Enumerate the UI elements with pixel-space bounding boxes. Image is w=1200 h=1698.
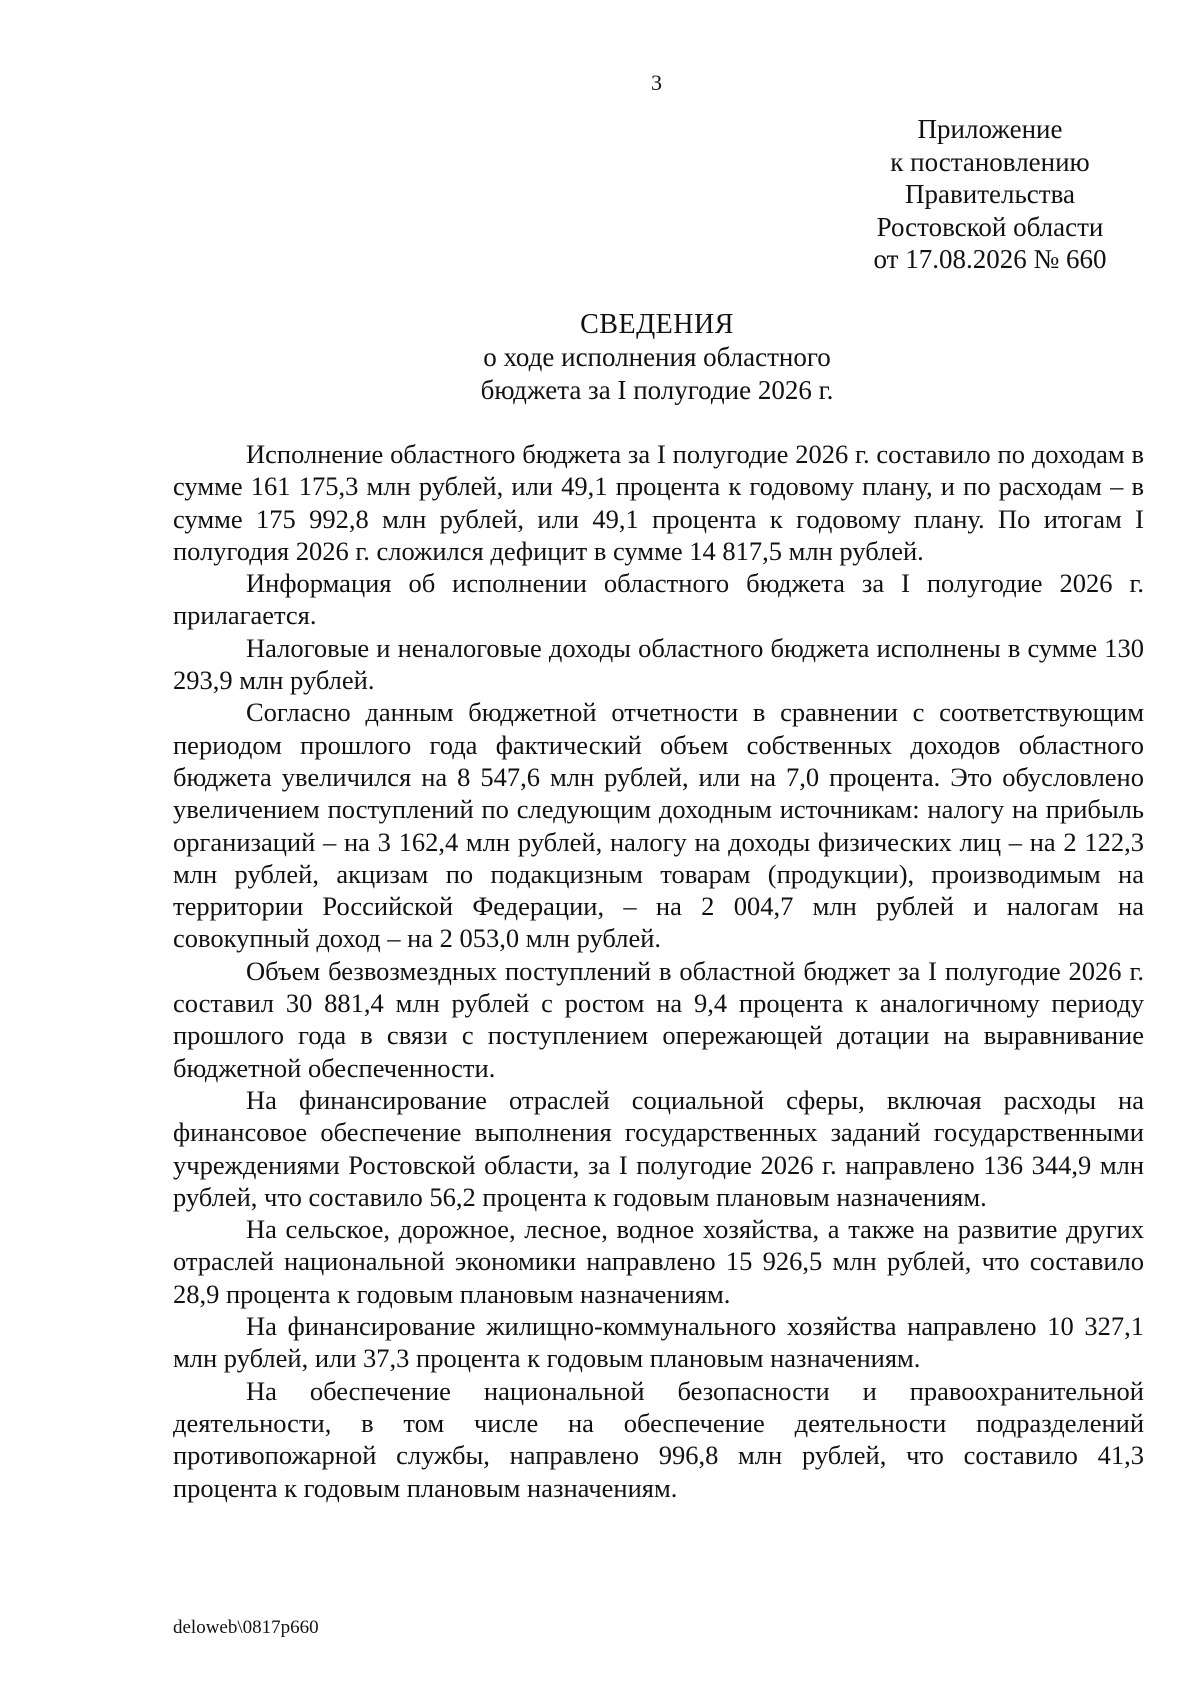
paragraph: Исполнение областного бюджета за I полугодие 2026 г. составило по доходам в сумме 161 175,3 млн рублей, или 49,1 процента к годовому плану, и по расходам – в сумме 175 992,8 млн рублей, или 49,1 процента к годовому плану. По итогам I полугодия 2026 г. сложился дефицит в сумме 14 817,5 млн рублей.: [173, 439, 1144, 566]
document-title: СВЕДЕНИЯ: [580, 309, 734, 340]
paragraph: Объем безвозмездных поступлений в областной бюджет за I полугодие 2026 г. составил 30 881,4 млн рублей с ростом на 9,4 процента к аналогичному периоду прошлого года в связи с поступлением опережающей дотации на выравнивание бюджетной обеспеченности.: [173, 955, 1144, 1083]
paragraph: На финансирование жилищно-коммунального хозяйства направлено 10 327,1 млн рублей, или 37,3 процента к годовым плановым назначениям.: [173, 1311, 1144, 1374]
paragraph: Информация об исполнении областного бюджета за I полугодие 2026 г. прилагается.: [173, 568, 1144, 631]
appendix-line: Правительства: [905, 179, 1075, 209]
document-title-block: [300, 308, 1014, 407]
paragraph: На сельское, дорожное, лесное, водное хозяйства, а также на развитие других отраслей национальной экономики направлено 15 926,5 млн рублей, что составило 28,9 процента к годовым плановым назначениям.: [173, 1214, 1144, 1309]
appendix-line: к постановлению: [890, 146, 1090, 177]
paragraph: На финансирование отраслей социальной сферы, включая расходы на финансовое обеспечение выполнения государственных заданий государственными учреждениями Ростовской области, за I полугодие 2026 г. направлено 136 344,9 млн рублей, что составило 56,2 процента к годовым плановым назначениям.: [173, 1084, 1144, 1212]
appendix-line: Ростовской области: [876, 211, 1104, 242]
page-number: 3: [651, 70, 662, 95]
appendix-line: Приложение: [917, 114, 1063, 144]
document-body: [173, 438, 1144, 1504]
paragraph: Согласно данным бюджетной отчетности в сравнении с соответствующим периодом прошлого года фактический объем собственных доходов областного бюджета увеличился на 8 547,6 млн рублей, или на 7,0 процента. Это обусловлено увеличением поступлений по следующим доходным источникам: налогу на прибыль организаций – на 3 162,4 млн рублей, налогу на доходы физических лиц – на 2 122,3 млн рублей, акцизам по подакцизным товарам (продукции), производимым на территории Российской Федерации, – на 2 004,7 млн рублей и налогам на совокупный доход – на 2 053,0 млн рублей.: [173, 697, 1144, 954]
paragraph: Налоговые и неналоговые доходы областного бюджета исполнены в сумме 130 293,9 млн рублей.: [173, 632, 1144, 696]
appendix-line: от 17.08.2026 № 660: [873, 244, 1107, 274]
paragraph: На обеспечение национальной безопасности и правоохранительной деятельности, в том числе на обеспечение деятельности подразделений противопожарной службы, направлено 996,8 млн рублей, что составило 41,3 процента к годовым плановым назначениям.: [173, 1375, 1144, 1503]
appendix-block: [830, 113, 1150, 276]
footer-document-code: deloweb\0817p660: [173, 1617, 319, 1638]
document-subtitle-line: о ходе исполнения областного: [483, 342, 831, 372]
document-subtitle-line: бюджета за I полугодие 2026 г.: [480, 375, 834, 405]
